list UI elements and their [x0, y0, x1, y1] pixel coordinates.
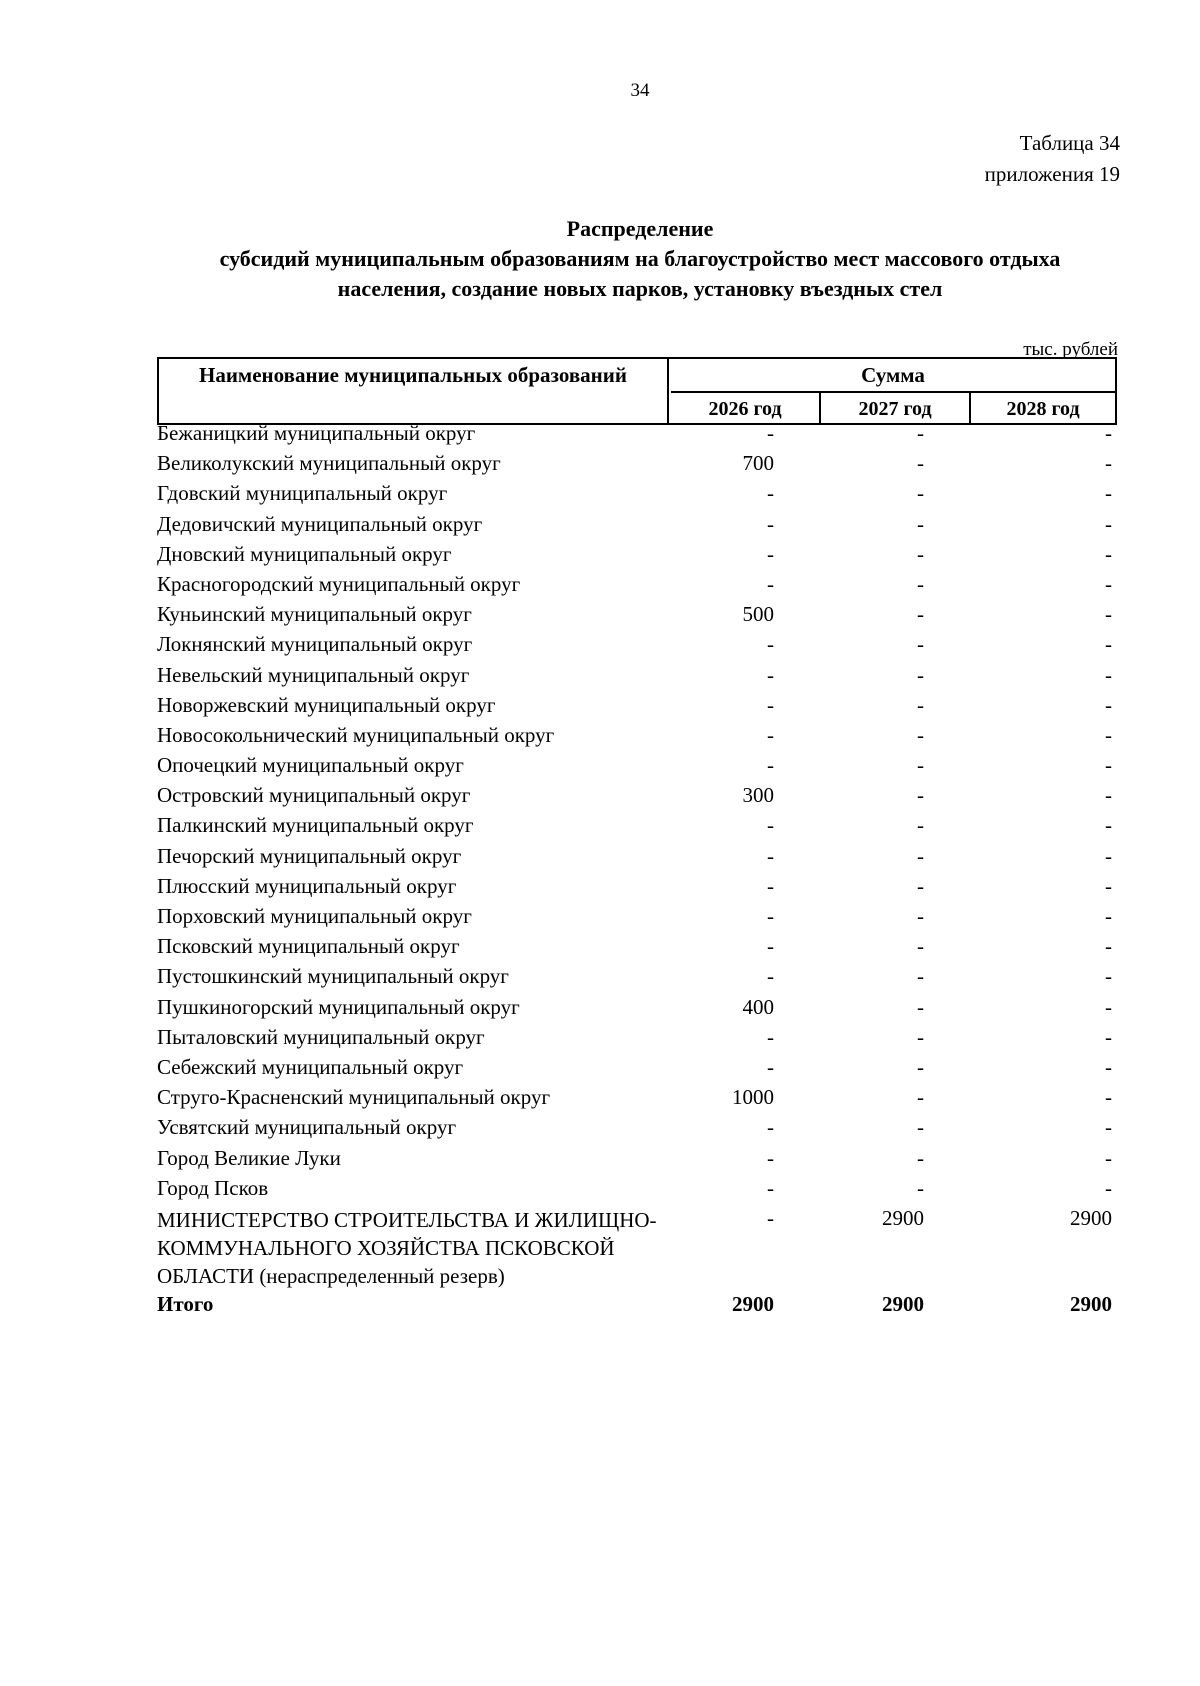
- value-2026: -: [767, 722, 774, 747]
- row-name: Дновский муниципальный округ: [157, 541, 452, 566]
- value-2027: -: [917, 1024, 924, 1049]
- table-body: [157, 421, 1117, 1322]
- value-2028: -: [1105, 632, 1112, 657]
- table-row: [157, 813, 1117, 843]
- value-2026: 700: [742, 451, 774, 476]
- table-row: [157, 693, 1117, 723]
- title-line-1: Распределение: [566, 216, 714, 241]
- value-2027: -: [917, 994, 924, 1019]
- header-name-column: Наименование муниципальных образований: [159, 359, 669, 423]
- value-2028: -: [1105, 1054, 1112, 1079]
- value-2026: -: [767, 873, 774, 898]
- value-2027: -: [917, 904, 924, 928]
- row-name: Город Великие Луки: [157, 1145, 341, 1170]
- value-2027: -: [917, 1145, 924, 1170]
- value-2026: -: [767, 541, 774, 566]
- header-year-2026: 2026 год: [671, 393, 821, 423]
- row-name: Себежский муниципальный округ: [157, 1054, 464, 1079]
- row-name: Невельский муниципальный округ: [157, 662, 470, 687]
- value-2026: -: [767, 632, 774, 657]
- value-2027: -: [917, 451, 924, 476]
- row-name: Бежаницкий муниципальный округ: [157, 421, 476, 445]
- row-name: МИНИСТЕРСТВО СТРОИТЕЛЬСТВА И ЖИЛИЩНО-КОММУНАЛЬНОГО ХОЗЯЙСТВА ПСКОВСКОЙ ОБЛАСТИ (нераспределенный резерв): [157, 1207, 657, 1288]
- row-name: Новоржевский муниципальный округ: [157, 692, 496, 717]
- value-2028: -: [1105, 873, 1112, 898]
- row-name: Порховский муниципальный округ: [157, 904, 472, 928]
- value-2026: -: [767, 964, 774, 989]
- table-row: [157, 1055, 1117, 1085]
- table-row: [157, 874, 1117, 904]
- row-name: Пыталовский муниципальный округ: [157, 1024, 485, 1049]
- table-reference: [985, 128, 1120, 190]
- row-name: Островский муниципальный округ: [157, 783, 471, 808]
- row-name: Куньинский муниципальный округ: [157, 602, 472, 627]
- table-row: [157, 663, 1117, 693]
- value-2028: -: [1105, 602, 1112, 627]
- title-line-3: населения, создание новых парков, установку въездных стел: [337, 276, 943, 301]
- row-name: Палкинский муниципальный округ: [157, 813, 474, 838]
- value-2027: -: [917, 692, 924, 717]
- value-2027: -: [917, 662, 924, 687]
- value-2028: -: [1105, 904, 1112, 928]
- value-2026: -: [767, 1205, 774, 1230]
- units-label: тыс. рублей: [1023, 339, 1118, 360]
- value-2027: -: [917, 511, 924, 536]
- table-row: [157, 904, 1117, 934]
- header-year-2028: 2028 год: [1006, 398, 1080, 420]
- row-name: Псковский муниципальный округ: [157, 934, 460, 959]
- value-2026: -: [767, 1175, 774, 1200]
- header-year-2027: 2027 год: [821, 393, 971, 423]
- value-2028: -: [1105, 1115, 1112, 1140]
- value-2026: -: [767, 753, 774, 778]
- row-name: Новосокольнический муниципальный округ: [157, 722, 555, 747]
- value-2027: -: [917, 722, 924, 747]
- row-name: Великолукский муниципальный округ: [157, 451, 501, 476]
- value-2027: -: [917, 843, 924, 868]
- table-row: [157, 572, 1117, 602]
- value-2026: 300: [742, 783, 774, 808]
- value-2027: -: [917, 1054, 924, 1079]
- title-line-2: субсидий муниципальным образованиям на благоустройство мест массового отдыха: [219, 246, 1061, 271]
- value-2028: -: [1105, 1145, 1112, 1170]
- table-row: [157, 844, 1117, 874]
- value-2027: -: [917, 964, 924, 989]
- table-row: [157, 1146, 1117, 1176]
- table-row: [157, 753, 1117, 783]
- value-2028: -: [1105, 964, 1112, 989]
- value-2028: -: [1105, 813, 1112, 838]
- value-2028: -: [1105, 753, 1112, 778]
- table-row: [157, 783, 1117, 813]
- value-2028: -: [1105, 843, 1112, 868]
- value-2028: -: [1105, 451, 1112, 476]
- value-2027: -: [917, 421, 924, 445]
- value-2028: -: [1105, 934, 1112, 959]
- value-2027: -: [917, 753, 924, 778]
- value-2028: -: [1105, 994, 1112, 1019]
- document-title: [140, 214, 1140, 304]
- value-2027: -: [917, 1175, 924, 1200]
- value-2026: -: [767, 571, 774, 596]
- row-name: Струго-Красненский муниципальный округ: [157, 1085, 551, 1110]
- value-2027: -: [917, 541, 924, 566]
- value-2026: -: [767, 904, 774, 928]
- table-row: [157, 421, 1117, 451]
- row-name: Плюсский муниципальный округ: [157, 873, 457, 898]
- value-2026: 500: [742, 602, 774, 627]
- value-2028: -: [1105, 692, 1112, 717]
- page-number: 34: [630, 80, 650, 101]
- table-row: [157, 1115, 1117, 1145]
- table-row: [157, 542, 1117, 572]
- value-2026: 400: [742, 994, 774, 1019]
- table-row: [157, 995, 1117, 1025]
- table-row: [157, 1176, 1117, 1206]
- table-row: [157, 1085, 1117, 1115]
- table-row: [157, 602, 1117, 632]
- table-row: [157, 632, 1117, 662]
- table-row: [157, 934, 1117, 964]
- value-2026: -: [767, 481, 774, 506]
- appendix-reference: приложения 19: [984, 162, 1120, 186]
- value-2026: -: [767, 511, 774, 536]
- value-2026: 2900: [732, 1291, 774, 1316]
- value-2028: -: [1105, 541, 1112, 566]
- value-2028: -: [1105, 783, 1112, 808]
- row-name: Опочецкий муниципальный округ: [157, 753, 464, 778]
- value-2027: -: [917, 481, 924, 506]
- header-sum: Сумма: [671, 359, 1115, 393]
- value-2027: -: [917, 813, 924, 838]
- value-2027: -: [917, 873, 924, 898]
- value-2027: 2900: [882, 1205, 924, 1230]
- value-2026: -: [767, 692, 774, 717]
- value-2027: -: [917, 783, 924, 808]
- row-name: Итого: [157, 1291, 214, 1316]
- value-2026: 1000: [732, 1085, 774, 1110]
- row-name: Красногородский муниципальный округ: [157, 571, 521, 596]
- table-row: [157, 1025, 1117, 1055]
- value-2027: -: [917, 632, 924, 657]
- value-2026: -: [767, 662, 774, 687]
- table-number: Таблица 34: [1019, 131, 1120, 155]
- value-2028: -: [1105, 1175, 1112, 1200]
- row-name: Гдовский муниципальный округ: [157, 481, 448, 506]
- value-2028: -: [1105, 662, 1112, 687]
- table-row: [157, 964, 1117, 994]
- value-2026: -: [767, 421, 774, 445]
- value-2026: -: [767, 1115, 774, 1140]
- value-2028: -: [1105, 1085, 1112, 1110]
- value-2028: 2900: [1070, 1205, 1112, 1230]
- row-name: Пустошкинский муниципальный округ: [157, 964, 509, 989]
- value-2026: -: [767, 843, 774, 868]
- value-2028: -: [1105, 421, 1112, 445]
- table-row: [157, 451, 1117, 481]
- value-2026: -: [767, 1145, 774, 1170]
- row-name: Дедовичский муниципальный округ: [157, 511, 483, 536]
- row-name: Пушкиногорский муниципальный округ: [157, 994, 520, 1019]
- total-row: [157, 1292, 1117, 1322]
- row-name: Усвятский муниципальный округ: [157, 1115, 457, 1140]
- table-row: [157, 512, 1117, 542]
- table-row: [157, 481, 1117, 511]
- value-2027: -: [917, 1085, 924, 1110]
- value-2026: -: [767, 1054, 774, 1079]
- value-2028: -: [1105, 511, 1112, 536]
- value-2027: -: [917, 1115, 924, 1140]
- value-2027: -: [917, 934, 924, 959]
- ministry-row: [157, 1206, 1117, 1292]
- value-2028: -: [1105, 722, 1112, 747]
- row-name: Город Псков: [157, 1175, 269, 1200]
- value-2026: -: [767, 813, 774, 838]
- value-2027: -: [917, 571, 924, 596]
- value-2027: 2900: [882, 1291, 924, 1316]
- row-name: Локнянский муниципальный округ: [157, 632, 473, 657]
- table-row: [157, 723, 1117, 753]
- value-2026: -: [767, 1024, 774, 1049]
- row-name: Печорский муниципальный округ: [157, 843, 462, 868]
- value-2028: 2900: [1070, 1291, 1112, 1316]
- value-2028: -: [1105, 481, 1112, 506]
- value-2028: -: [1105, 1024, 1112, 1049]
- table-header: [157, 357, 1117, 425]
- value-2026: -: [767, 934, 774, 959]
- value-2028: -: [1105, 571, 1112, 596]
- value-2027: -: [917, 602, 924, 627]
